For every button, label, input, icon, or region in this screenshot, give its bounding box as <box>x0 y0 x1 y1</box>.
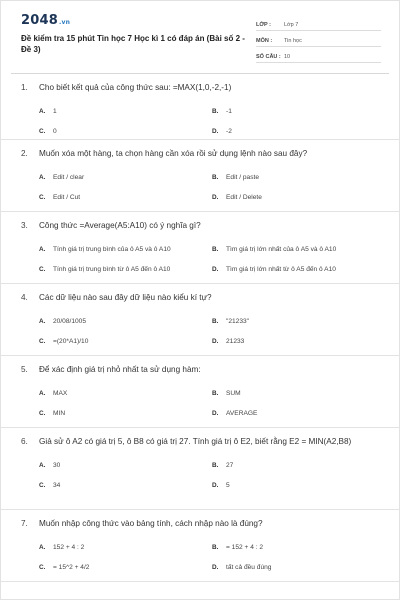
option-letter: A. <box>39 107 46 115</box>
meta-label: LỚP : <box>256 22 271 28</box>
answer-options <box>1 537 399 577</box>
question-text: Công thức =Average(A5:A10) có ý nghĩa gì? <box>39 221 201 230</box>
option-text: 27 <box>226 461 234 469</box>
question-text: Cho biết kết quả của công thức sau: =MAX(1,0,-2,-1) <box>39 83 232 92</box>
answer-option[interactable] <box>39 259 212 279</box>
meta-label: MÔN : <box>256 38 273 44</box>
option-text: -2 <box>226 127 232 135</box>
option-text: AVERAGE <box>226 409 258 417</box>
option-letter: B. <box>212 173 219 181</box>
question-text-row <box>1 518 399 530</box>
option-letter: A. <box>39 389 46 397</box>
option-text: 21233 <box>226 337 245 345</box>
answer-option[interactable] <box>39 187 212 207</box>
option-text: = 15^2 + 4/2 <box>53 563 90 571</box>
option-letter: C. <box>39 563 46 571</box>
question-number: 4. <box>21 293 28 302</box>
answer-option[interactable] <box>39 455 212 475</box>
meta-value: 10 <box>284 54 291 60</box>
option-text: 34 <box>53 481 61 489</box>
option-text: Tìm giá trị lớn nhất của ô A5 và ô A10 <box>226 245 337 253</box>
answer-option[interactable] <box>39 121 212 141</box>
meta-row-subject <box>256 31 381 47</box>
page-header <box>1 1 399 73</box>
option-letter: A. <box>39 461 46 469</box>
option-letter: C. <box>39 481 46 489</box>
answer-option[interactable] <box>39 101 212 121</box>
option-letter: D. <box>212 127 219 135</box>
question-text-row <box>1 292 399 304</box>
answer-option[interactable] <box>212 259 379 279</box>
question-text: Để xác định giá trị nhỏ nhất ta sử dụng hàm: <box>39 365 201 374</box>
question-text-row <box>1 220 399 232</box>
option-text: Edit / Cut <box>53 193 81 201</box>
option-letter: B. <box>212 461 219 469</box>
answer-options <box>1 167 399 207</box>
option-text: MAX <box>53 389 68 397</box>
answer-option[interactable] <box>39 331 212 351</box>
question-number: 7. <box>21 519 28 528</box>
question-number: 6. <box>21 437 28 446</box>
answer-option[interactable] <box>212 383 379 403</box>
question-number: 3. <box>21 221 28 230</box>
option-text: 5 <box>226 481 230 489</box>
option-letter: B. <box>212 107 219 115</box>
option-text: -1 <box>226 107 232 115</box>
option-letter: D. <box>212 563 219 571</box>
answer-option[interactable] <box>212 403 379 423</box>
option-text: 0 <box>53 127 57 135</box>
option-letter: C. <box>39 193 46 201</box>
option-text: =(20*A1)/10 <box>53 337 89 345</box>
answer-option[interactable] <box>39 239 212 259</box>
option-text: 20/08/1005 <box>53 317 87 325</box>
option-text: Edit / clear <box>53 173 85 181</box>
option-letter: D. <box>212 193 219 201</box>
question-text-row <box>1 436 399 448</box>
option-letter: B. <box>212 543 219 551</box>
answer-option[interactable] <box>212 239 379 259</box>
answer-options <box>1 101 399 141</box>
meta-row-question-count <box>256 47 381 63</box>
question-text-row <box>1 364 399 376</box>
logo-main-text: 2048 <box>21 13 58 28</box>
option-text: = 152 + 4 : 2 <box>226 543 264 551</box>
logo-suffix-text: .vn <box>58 19 71 26</box>
option-letter: C. <box>39 265 46 273</box>
option-text: 30 <box>53 461 61 469</box>
question-number: 2. <box>21 149 28 158</box>
question-text: Muốn nhập công thức vào bảng tính, cách nhập nào là đúng? <box>39 519 263 528</box>
answer-option[interactable] <box>39 167 212 187</box>
answer-option[interactable] <box>212 331 379 351</box>
option-text: Edit / Delete <box>226 193 262 201</box>
answer-options <box>1 383 399 423</box>
meta-value: Tin học <box>284 38 302 44</box>
answer-option[interactable] <box>39 557 212 577</box>
answer-option[interactable] <box>212 167 379 187</box>
option-text: Tính giá trị trung bình từ ô A5 đến ô A10 <box>53 265 171 273</box>
option-letter: A. <box>39 317 46 325</box>
answer-options <box>1 311 399 351</box>
option-letter: D. <box>212 481 219 489</box>
answer-option[interactable] <box>212 537 379 557</box>
answer-option[interactable] <box>212 557 379 577</box>
question-2 <box>1 140 399 212</box>
question-list <box>1 74 399 582</box>
answer-option[interactable] <box>39 383 212 403</box>
answer-option[interactable] <box>39 475 212 495</box>
option-text: 1 <box>53 107 57 115</box>
question-text-row <box>1 82 399 94</box>
question-3 <box>1 212 399 284</box>
option-text: "21233" <box>226 317 250 325</box>
meta-value: Lớp 7 <box>284 22 299 28</box>
question-text-row <box>1 148 399 160</box>
question-text: Các dữ liệu nào sau đây dữ liệu nào kiểu kí tự? <box>39 293 212 302</box>
option-letter: C. <box>39 337 46 345</box>
option-letter: A. <box>39 173 46 181</box>
option-text: SUM <box>226 389 241 397</box>
question-text: Giả sử ô A2 có giá trị 5, ô B8 có giá trị 27. Tính giá trị ô E2, biết rằng E2 = MIN(A2,B8) <box>39 437 352 446</box>
question-1 <box>1 74 399 140</box>
question-text: Muốn xóa một hàng, ta chọn hàng cần xóa rồi sử dụng lệnh nào sau đây? <box>39 149 308 158</box>
answer-option[interactable] <box>39 403 212 423</box>
question-number: 5. <box>21 365 28 374</box>
option-letter: B. <box>212 389 219 397</box>
option-letter: D. <box>212 265 219 273</box>
option-letter: A. <box>39 543 46 551</box>
option-letter: D. <box>212 409 219 417</box>
question-number: 1. <box>21 83 28 92</box>
question-4 <box>1 284 399 356</box>
option-letter: C. <box>39 127 46 135</box>
answer-option[interactable] <box>212 475 379 495</box>
meta-row-class <box>256 15 381 31</box>
option-text: Edit / paste <box>226 173 259 181</box>
option-letter: B. <box>212 317 219 325</box>
option-letter: D. <box>212 337 219 345</box>
question-5 <box>1 356 399 428</box>
meta-label: SỐ CÂU : <box>256 54 281 60</box>
answer-option[interactable] <box>212 187 379 207</box>
answer-options <box>1 455 399 495</box>
option-text: 152 + 4 : 2 <box>53 543 85 551</box>
option-text: Tính giá trị trung bình của ô A5 và ô A10 <box>53 245 171 253</box>
site-logo[interactable] <box>21 13 70 28</box>
question-6 <box>1 428 399 510</box>
option-letter: A. <box>39 245 46 253</box>
option-letter: B. <box>212 245 219 253</box>
question-7 <box>1 510 399 582</box>
answer-options <box>1 239 399 279</box>
answer-option[interactable] <box>39 537 212 557</box>
option-text: tất cả đều đúng <box>226 563 272 571</box>
document-title: Đề kiểm tra 15 phút Tin học 7 Học kì 1 có đáp án (Bài số 2 - Đề 3) <box>21 34 245 54</box>
option-letter: C. <box>39 409 46 417</box>
option-text: Tìm giá trị lớn nhất từ ô A5 đến ô A10 <box>226 265 336 273</box>
answer-option[interactable] <box>212 455 379 475</box>
answer-option[interactable] <box>212 121 379 141</box>
document-meta <box>256 15 381 63</box>
answer-option[interactable] <box>39 311 212 331</box>
option-text: MIN <box>53 409 66 417</box>
answer-option[interactable] <box>212 311 379 331</box>
answer-option[interactable] <box>212 101 379 121</box>
